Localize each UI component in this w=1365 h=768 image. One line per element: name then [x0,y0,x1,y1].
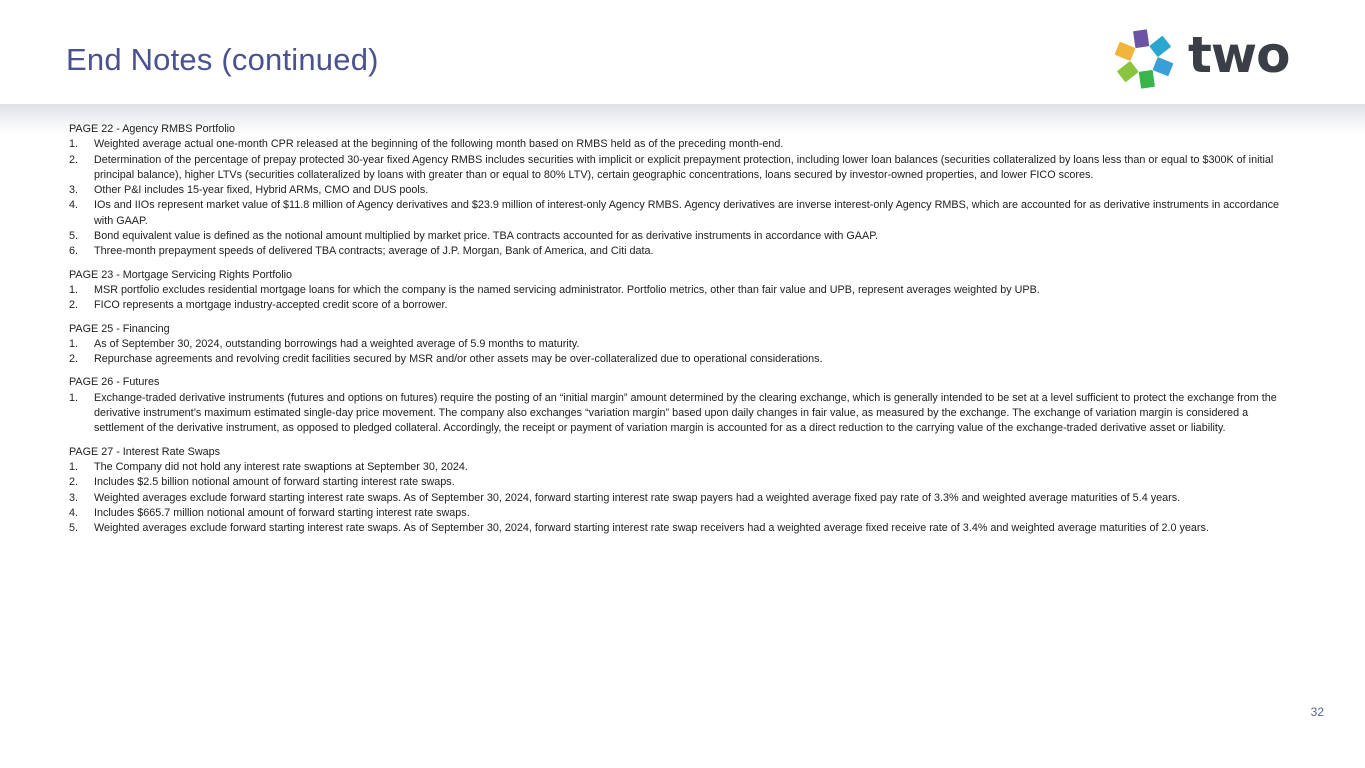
note-number: 4. [69,506,79,519]
note-text: Weighted average actual one-month CPR released at the beginning of the following month based on RMBS held as of the preceding month-end. [94,138,784,151]
note-text: IOs and IIOs represent market value of $11.8 million of Agency derivatives and $23.9 million of interest-only Agency RMBS. Agency derivatives are inverse interest-only Agency RMBS, which are accounted for as derivative instruments in accordance with GAAP. [94,199,1280,227]
note-item [69,521,1284,536]
note-number: 2. [69,353,79,366]
note-item [69,391,1284,437]
section-heading: PAGE 23 - Mortgage Servicing Rights Portfolio [69,268,293,281]
section-heading: PAGE 26 - Futures [69,376,160,389]
company-logo [1112,26,1294,90]
note-number: 3. [69,184,79,197]
note-text: Other P&I includes 15-year fixed, Hybrid ARMs, CMO and DUS pools. [94,184,429,197]
note-number: 2. [69,476,79,489]
section-heading: PAGE 22 - Agency RMBS Portfolio [69,123,236,135]
note-item [69,198,1284,229]
note-text: Exchange-traded derivative instruments (futures and options on futures) require the posting of an “initial margin” amount determined by the clearing exchange, which is generally intended to be set at a level sufficient to protect the exchange from the derivative instrument’s maximum estimated single-day price movement. The company also exchanges “variation margin” based upon daily changes in fair value, as measured by the exchange. The exchange of variation margin is considered a settlement of the derivative instrument, as opposed to pledged collateral. Accordingly, the receipt or payment of variation margin is accounted for as a direct reduction to the carrying value of the exchange-traded derivative asset or liability. [94,391,1277,435]
note-text: As of September 30, 2024, outstanding borrowings had a weighted average of 5.9 months to maturity. [94,337,580,350]
notes-section [69,375,1284,436]
note-number: 1. [69,138,79,151]
section-heading: PAGE 27 - Interest Rate Swaps [69,445,221,458]
note-text: Weighted averages exclude forward starting interest rate swaps. As of September 30, 2024, forward starting interest rate swap receivers had a weighted average fixed receive rate of 3.4% and weighted average maturities of 2.0 years. [94,522,1209,535]
note-text: Includes $2.5 billion notional amount of forward starting interest rate swaps. [94,476,455,489]
section-heading: PAGE 25 - Financing [69,322,170,335]
notes-section [69,322,1284,368]
logo-wordmark: two [1188,26,1290,84]
note-number: 5. [69,230,79,243]
notes-list [69,337,1284,368]
note-text: MSR portfolio excludes residential mortgage loans for which the company is the named servicing administrator. Portfolio metrics, other than fair value and UPB, represent averages weighted by UPB. [94,283,1040,296]
star-pinwheel-icon [1112,26,1176,90]
note-item [69,298,1284,313]
note-number: 2. [69,153,79,166]
note-text: Includes $665.7 million notional amount of forward starting interest rate swaps. [94,506,470,519]
note-text: The Company did not hold any interest rate swaptions at September 30, 2024. [94,460,468,473]
note-number: 5. [69,522,79,535]
note-item [69,183,1284,198]
note-item [69,137,1284,152]
note-item [69,352,1284,367]
note-number: 4. [69,199,79,212]
note-text: FICO represents a mortgage industry-accepted credit score of a borrower. [94,299,448,312]
note-item [69,491,1284,506]
notes-list [69,283,1284,314]
note-item [69,460,1284,475]
note-number: 6. [69,245,79,258]
notes-list [69,137,1284,259]
note-item [69,244,1284,259]
note-number: 1. [69,283,79,296]
note-number: 1. [69,460,79,473]
notes-section [69,268,1284,314]
note-text: Repurchase agreements and revolving credit facilities secured by MSR and/or other assets may be over-collateralized due to operational considerations. [94,353,823,366]
notes-section [69,122,1284,260]
note-text: Determination of the percentage of prepay protected 30-year fixed Agency RMBS includes securities with implicit or explicit prepayment protection, including lower loan balances (securities collateralized by loans less than or equal to $300K of initial principal balance), higher LTVs (securities collateralized by loans with greater than or equal to 80% LTV), certain geographic concentrations, loans secured by investor-owned properties, and lower FICO scores. [94,153,1274,181]
note-text: Weighted averages exclude forward starting interest rate swaps. As of September 30, 2024, forward starting interest rate swap payers had a weighted average fixed pay rate of 3.3% and weighted average maturities of 5.4 years. [94,491,1181,504]
note-number: 1. [69,391,79,404]
note-number: 2. [69,299,79,312]
note-item [69,153,1284,184]
page-number: 32 [1310,705,1324,719]
notes-list [69,460,1284,536]
note-number: 3. [69,491,79,504]
note-item [69,337,1284,352]
note-text: Three-month prepayment speeds of delivered TBA contracts; average of J.P. Morgan, Bank of America, and Citi data. [94,245,654,258]
note-item [69,506,1284,521]
note-text: Bond equivalent value is defined as the notional amount multiplied by market price. TBA contracts accounted for as derivative instruments in accordance with GAAP. [94,230,879,243]
note-item [69,283,1284,298]
end-notes-body [69,122,1284,544]
notes-section [69,445,1284,537]
note-number: 1. [69,337,79,350]
page-title: End Notes (continued) [66,42,379,77]
notes-list [69,391,1284,437]
note-item [69,229,1284,244]
note-item [69,475,1284,490]
